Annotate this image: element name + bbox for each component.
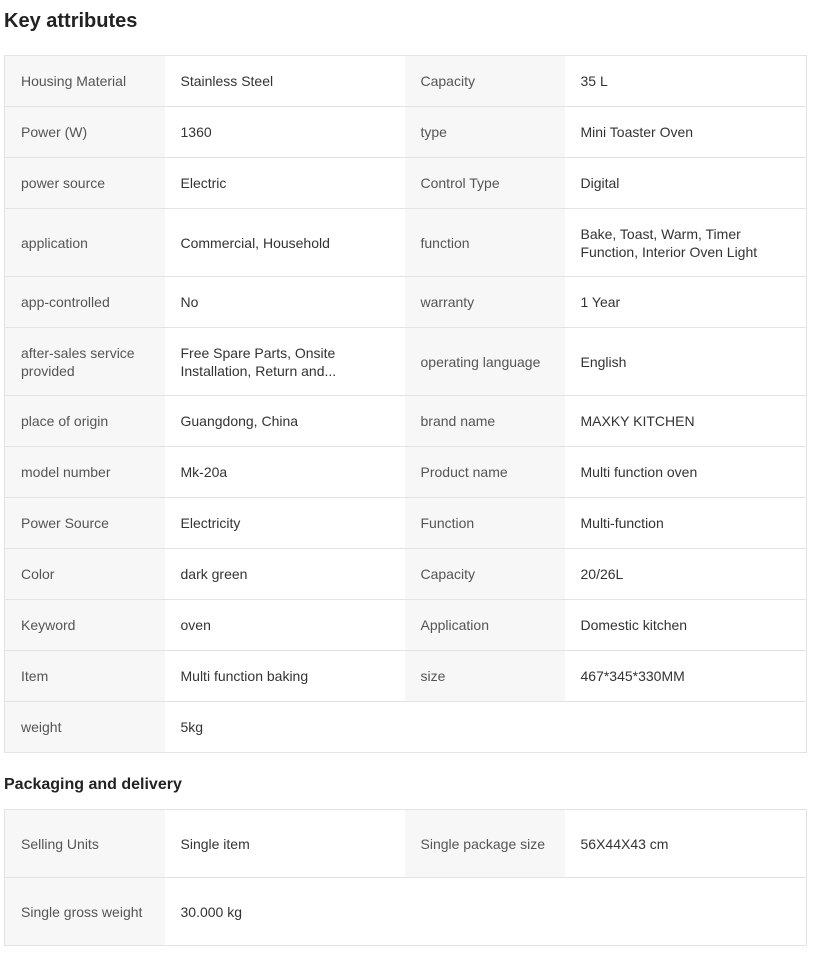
attribute-label: Single gross weight: [5, 878, 165, 946]
table-row: [5, 447, 807, 498]
attribute-value: English: [565, 328, 807, 396]
attribute-label: operating language: [405, 328, 565, 396]
empty-cell: [565, 702, 807, 753]
attribute-value: oven: [165, 600, 405, 651]
attribute-value: 20/26L: [565, 549, 807, 600]
attribute-label: after-sales service provided: [5, 328, 165, 396]
attribute-value: 1360: [165, 107, 405, 158]
attribute-label: Capacity: [405, 549, 565, 600]
attribute-value: Single item: [165, 810, 405, 878]
attribute-label: Housing Material: [5, 56, 165, 107]
table-row: [5, 651, 807, 702]
attribute-value: Electricity: [165, 498, 405, 549]
table-row: [5, 702, 807, 753]
table-row: [5, 158, 807, 209]
empty-cell: [565, 878, 807, 946]
table-row: [5, 878, 807, 946]
attribute-value: Guangdong, China: [165, 396, 405, 447]
attribute-value: MAXKY KITCHEN: [565, 396, 807, 447]
attribute-label: brand name: [405, 396, 565, 447]
attribute-value: Stainless Steel: [165, 56, 405, 107]
attribute-value: 35 L: [565, 56, 807, 107]
attribute-label: weight: [5, 702, 165, 753]
packaging-table: [4, 809, 807, 946]
attribute-label: Keyword: [5, 600, 165, 651]
attribute-label: app-controlled: [5, 277, 165, 328]
attribute-value: Multi-function: [565, 498, 807, 549]
table-row: [5, 600, 807, 651]
attribute-value: Multi function baking: [165, 651, 405, 702]
table-row: [5, 328, 807, 396]
key-attributes-title: Key attributes: [4, 10, 138, 32]
attribute-label: Function: [405, 498, 565, 549]
attribute-value: Mini Toaster Oven: [565, 107, 807, 158]
attribute-value: Digital: [565, 158, 807, 209]
attribute-label: type: [405, 107, 565, 158]
attribute-label: Item: [5, 651, 165, 702]
attribute-label: Power Source: [5, 498, 165, 549]
attribute-value: No: [165, 277, 405, 328]
attribute-label: application: [5, 209, 165, 277]
attribute-label: Selling Units: [5, 810, 165, 878]
attribute-value: Electric: [165, 158, 405, 209]
empty-cell: [405, 702, 565, 753]
empty-cell: [405, 878, 565, 946]
table-row: [5, 396, 807, 447]
attribute-label: size: [405, 651, 565, 702]
attribute-label: model number: [5, 447, 165, 498]
attribute-label: place of origin: [5, 396, 165, 447]
attribute-label: power source: [5, 158, 165, 209]
key-attributes-table: [4, 55, 807, 753]
table-row: [5, 56, 807, 107]
table-row: [5, 209, 807, 277]
attribute-value: 30.000 kg: [165, 878, 405, 946]
attribute-value: dark green: [165, 549, 405, 600]
table-row: [5, 498, 807, 549]
attribute-label: Control Type: [405, 158, 565, 209]
attribute-label: Application: [405, 600, 565, 651]
attribute-label: warranty: [405, 277, 565, 328]
table-row: [5, 277, 807, 328]
attribute-value: 1 Year: [565, 277, 807, 328]
attribute-value: 467*345*330MM: [565, 651, 807, 702]
attribute-value: Multi function oven: [565, 447, 807, 498]
attribute-value: Commercial, Household: [165, 209, 405, 277]
attribute-value: Domestic kitchen: [565, 600, 807, 651]
attribute-label: Product name: [405, 447, 565, 498]
attribute-label: Capacity: [405, 56, 565, 107]
attribute-value: 5kg: [165, 702, 405, 753]
attribute-label: Power (W): [5, 107, 165, 158]
packaging-delivery-title: Packaging and delivery: [4, 776, 182, 793]
attribute-label: function: [405, 209, 565, 277]
table-row: [5, 107, 807, 158]
attribute-value: [165, 328, 405, 396]
attribute-value: Bake, Toast, Warm, Timer Function, Interior Oven Light: [565, 209, 807, 277]
attribute-value: 56X44X43 cm: [565, 810, 807, 878]
attribute-label: Color: [5, 549, 165, 600]
table-row: [5, 549, 807, 600]
table-row: [5, 810, 807, 878]
attribute-value-text: Free Spare Parts, Onsite Installation, Return and...: [180, 344, 337, 379]
attribute-value: Mk-20a: [165, 447, 405, 498]
attribute-label: Single package size: [405, 810, 565, 878]
